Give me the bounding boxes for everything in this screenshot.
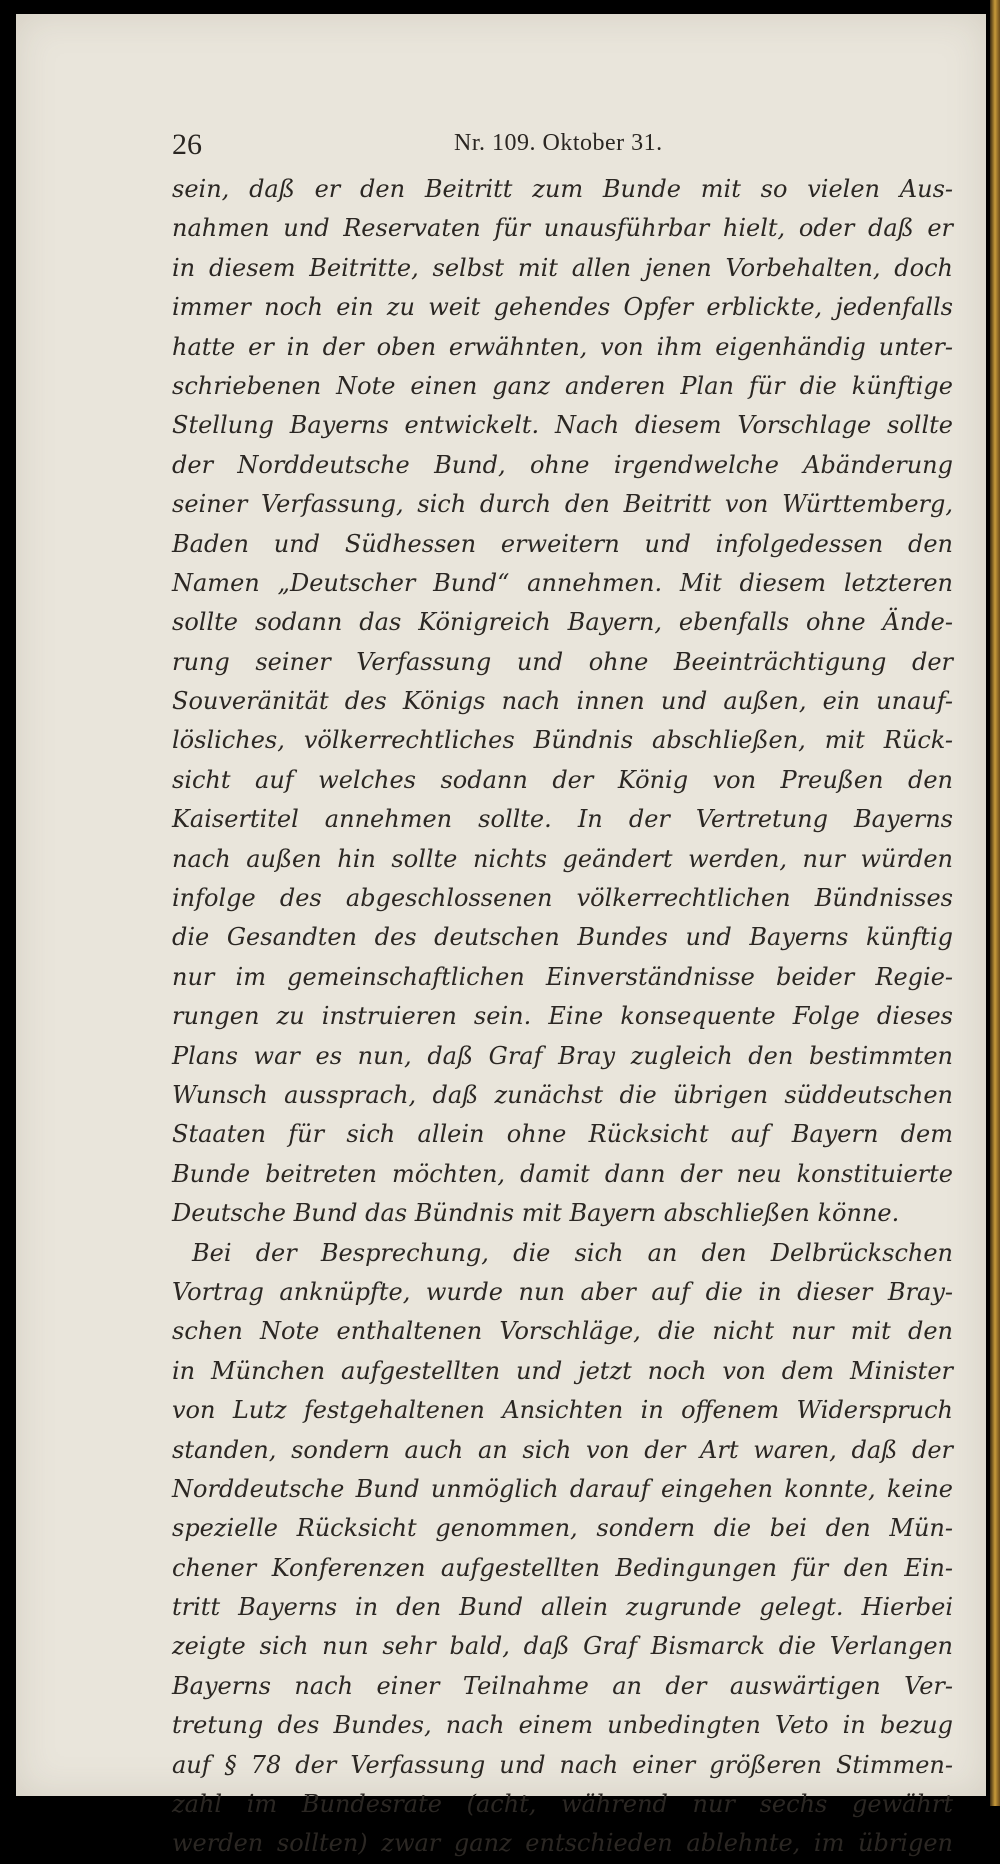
text-line: Bunde beitreten möchten, damit dann der neu konstituierte: [172, 1159, 953, 1188]
text-line: zeigte sich nun sehr bald, daß Graf Bismarck die Verlangen: [172, 1632, 953, 1661]
text-line: die Gesandten des deutschen Bundes und Bayerns künftig: [172, 923, 953, 952]
page-header: [172, 128, 962, 172]
text-line: Baden und Südhessen erweitern und infolgedessen den: [172, 529, 953, 558]
text-line: der Norddeutsche Bund, ohne irgendwelche Abänderung: [172, 450, 953, 479]
text-line: chener Konferenzen aufgestellten Bedingungen für den Ein-: [172, 1553, 953, 1582]
text-line: Namen „Deutscher Bund“ annehmen. Mit diesem letzteren: [172, 568, 953, 597]
text-line: seiner Verfassung, sich durch den Beitritt von Württemberg,: [172, 490, 953, 519]
text-line: nach außen hin sollte nichts geändert werden, nur würden: [172, 844, 953, 873]
text-line: Souveränität des Königs nach innen und außen, ein unauf-: [172, 687, 953, 716]
page-edge: [990, 0, 1000, 1806]
text-line: werden sollten) zwar ganz entschieden ablehnte, im übrigen: [172, 1829, 953, 1858]
paragraph: [172, 1234, 953, 1864]
text-line: schen Note enthaltenen Vorschläge, die nicht nur mit den: [172, 1317, 953, 1346]
text-line: in München aufgestellten und jetzt noch von dem Minister: [172, 1356, 953, 1385]
text-line: Norddeutsche Bund unmöglich darauf eingehen konnte, keine: [172, 1474, 953, 1503]
text-line: von Lutz festgehaltenen Ansichten in offenem Widerspruch: [172, 1396, 953, 1425]
text-line: standen, sondern auch an sich von der Art waren, daß der: [172, 1435, 953, 1464]
text-line: nur im gemeinschaftlichen Einverständnisse beider Regie-: [172, 962, 953, 991]
text-line: Kaisertitel annehmen sollte. In der Vertretung Bayerns: [172, 805, 953, 834]
text-line: spezielle Rücksicht genommen, sondern die bei den Mün-: [172, 1514, 953, 1543]
text-line: infolge des abgeschlossenen völkerrechtlichen Bündnisses: [172, 884, 953, 913]
text-line: rungen zu instruieren sein. Eine konsequente Folge dieses: [172, 1002, 953, 1031]
text-line: rung seiner Verfassung und ohne Beeinträchtigung der: [172, 647, 953, 676]
text-line: tritt Bayerns in den Bund allein zugrunde gelegt. Hierbei: [172, 1593, 953, 1622]
text-line: schriebenen Note einen ganz anderen Plan für die künftige: [172, 371, 953, 400]
text-line: in diesem Beitritte, selbst mit allen jenen Vorbehalten, doch: [172, 253, 953, 282]
text-line: nahmen und Reservaten für unausführbar hielt, oder daß er: [172, 214, 953, 243]
text-line: Deutsche Bund das Bündnis mit Bayern abschließen könne.: [172, 1199, 900, 1228]
text-line: Stellung Bayerns entwickelt. Nach diesem Vorschlage sollte: [172, 411, 953, 440]
text-line: Staaten für sich allein ohne Rücksicht auf Bayern dem: [172, 1120, 953, 1149]
text-line: sein, daß er den Beitritt zum Bunde mit so vielen Aus-: [172, 175, 953, 203]
text-line: Plans war es nun, daß Graf Bray zugleich den bestimmten: [172, 1041, 953, 1070]
body-text: [172, 170, 953, 1864]
text-line: zahl im Bundesrate (acht, während nur sechs gewährt: [172, 1790, 953, 1819]
page-number: 26: [172, 128, 202, 161]
text-line: hatte er in der oben erwähnten, von ihm eigenhändig unter-: [172, 332, 953, 361]
text-line: sollte sodann das Königreich Bayern, ebenfalls ohne Ände-: [172, 608, 953, 637]
text-line: tretung des Bundes, nach einem unbedingten Veto in bezug: [172, 1711, 953, 1740]
text-line: sicht auf welches sodann der König von Preußen den: [172, 765, 953, 794]
paragraph: [172, 170, 953, 1234]
text-line: Bayerns nach einer Teilnahme an der auswärtigen Ver-: [172, 1671, 953, 1700]
text-line: lösliches, völkerrechtliches Bündnis abschließen, mit Rück-: [172, 726, 953, 755]
text-line: Vortrag anknüpfte, wurde nun aber auf die in dieser Bray-: [172, 1277, 953, 1306]
text-line: immer noch ein zu weit gehendes Opfer erblickte, jedenfalls: [172, 293, 953, 322]
running-head: Nr. 109. Oktober 31.: [454, 130, 663, 156]
text-line: Bei der Besprechung, die sich an den Delbrückschen: [192, 1238, 953, 1267]
text-line: Wunsch aussprach, daß zunächst die übrigen süddeutschen: [172, 1080, 953, 1109]
text-line: auf § 78 der Verfassung und nach einer größeren Stimmen-: [172, 1750, 953, 1779]
